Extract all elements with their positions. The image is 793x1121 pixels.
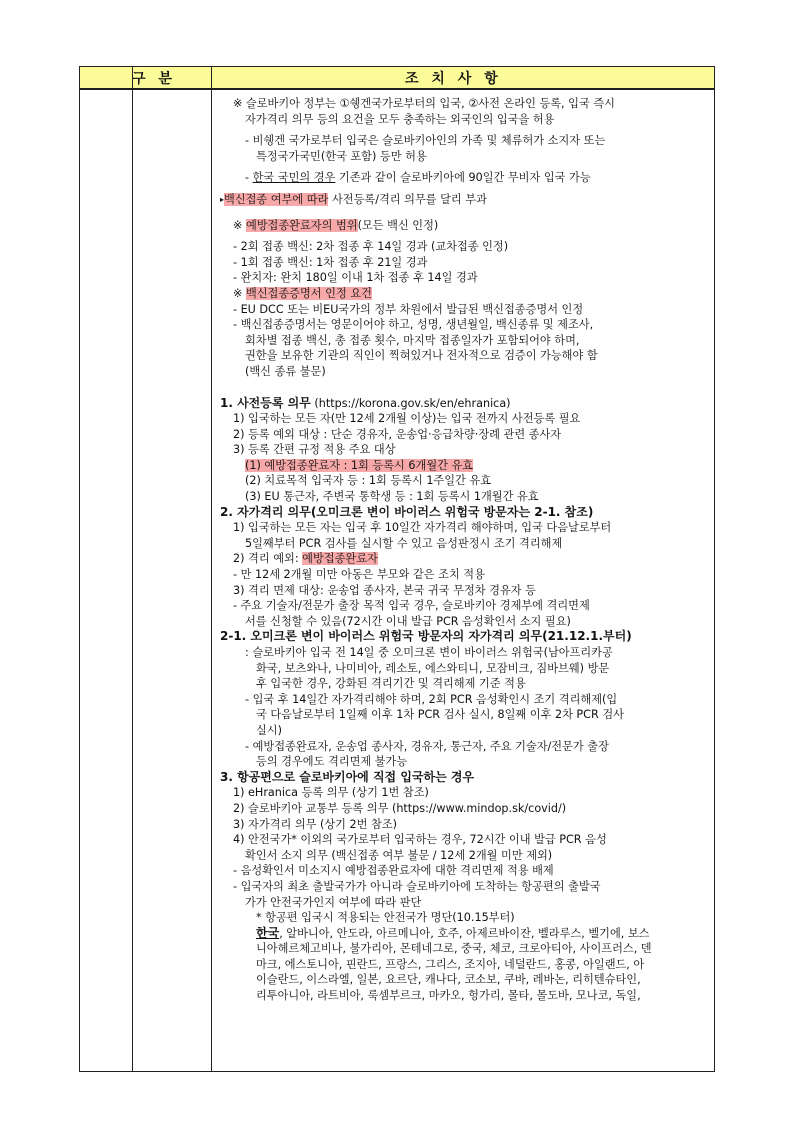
section-3-item: 4) 안전국가* 이외의 국가로부터 입국하는 경우, 72시간 이내 발급 PCR 음성 [233, 833, 607, 847]
vaccinated-scope: ※ 예방접종완료자의 범위(모든 백신 인정) [233, 218, 439, 232]
column-divider-2 [211, 67, 212, 1071]
section-3-title: 3. 항공편으로 슬로바키아에 직접 입국하는 경우 [220, 769, 475, 784]
highlight-six-months: (1) 예방접종완료자 : 1회 등록시 6개월간 유효 [245, 458, 474, 472]
table-header [80, 67, 714, 90]
section-3-item: 3) 자가격리 의무 (상기 2번 참조) [233, 817, 397, 831]
safe-country-list: 리투아니아, 라트비아, 룩셈부르크, 마카오, 헝가리, 몰타, 몰도바, 모나코, 독일, [256, 989, 641, 1003]
section-2-item: 3) 격리 면제 대상: 운송업 종사자, 본국 귀국 무정차 경유자 등 [233, 583, 536, 597]
section-1-subitem: (3) EU 통근자, 주변국 통학생 등 : 1회 등록시 1개월간 유효 [245, 490, 539, 504]
header-measures: 조 치 사 항 [405, 71, 502, 87]
section-1-subitem: (2) 치료목적 입국자 등 : 1회 등록시 1주일간 유효 [245, 474, 492, 488]
section-3-subitem: - 입국자의 최초 출발국가가 아니라 슬로바키아에 도착하는 항공편의 출발국 [233, 879, 601, 893]
highlight-certificate: 백신접종증명서 인정 요건 [245, 286, 372, 300]
scope-item: - 1회 접종 백신: 1차 접종 후 21일 경과 [233, 255, 428, 269]
certificate-item-cont: 회차별 접종 백신, 총 접종 횟수, 마지막 접종일자가 포함되어야 하며, [245, 333, 580, 347]
certificate-item-cont: (백신 종류 불문) [245, 364, 326, 378]
certificate-item: - EU DCC 또는 비EU국가의 정부 차원에서 발급된 백신접종증명서 인정 [233, 302, 584, 316]
column-divider-1 [132, 67, 133, 1071]
section-2-1-item-cont: 후 입국한 경우, 강화된 격리기간 및 격리해제 기준 적용 [256, 677, 526, 691]
section-3-item: 1) eHranica 등록 의무 (상기 1번 참조) [233, 786, 429, 800]
safe-country-list: 이슬란드, 이스라엘, 일본, 요르단, 캐나다, 코소보, 쿠바, 레바논, 리히텐슈타인, [256, 973, 641, 987]
section-2-subitem: - 주요 기술자/전문가 출장 목적 입국 경우, 슬로바키아 경제부에 격리면제 [233, 599, 590, 613]
safe-country-list: 한국, 알바니아, 안도라, 아르메니아, 호주, 아제르바이잔, 벨라루스, 벨기에, 보스 [256, 925, 650, 940]
section-3-subitem-cont: 가가 안전국가인지 여부에 따라 판단 [245, 895, 422, 909]
scope-item: - 완치자: 완치 180일 이내 1차 접종 후 14일 경과 [233, 271, 478, 285]
certificate-requirements: ※ 백신접종증명서 인정 요건 [233, 286, 372, 300]
section-2-1-item-cont: 국 다음날로부터 1일째 이후 1차 PCR 검사 실시, 8일째 이후 2차 PCR 검사 [256, 708, 624, 722]
certificate-item-cont: 권한을 보유한 기관의 직인이 찍혀있거나 전자적으로 검증이 가능해야 함 [245, 349, 598, 363]
entry-notice: ※ 슬로바키아 정부는 ①쉥겐국가로부터의 입국, ②사전 온라인 등록, 입국 즉시 [233, 97, 615, 110]
highlight-scope: 예방접종완료자의 범위 [245, 218, 358, 232]
korea-citizens-underlined: 한국 국민의 경우 [252, 171, 336, 185]
section-3-item-cont: 확인서 소지 의무 (백신접종 여부 불문 / 12세 2개월 미만 제외) [245, 848, 553, 862]
measures-content [220, 96, 708, 1004]
korea-visa-note: - 한국 국민의 경우 기존과 같이 슬로바키아에 90일간 무비자 입국 가능 [245, 171, 591, 185]
section-3-subitem: - 음성확인서 미소지시 예방접종완료자에 대한 격리면제 적용 배제 [233, 864, 554, 878]
section-2-item-cont: 5일째부터 PCR 검사를 실시할 수 있고 음성판정시 조기 격리해제 [245, 536, 563, 550]
header-category: 구 분 [132, 71, 176, 87]
section-2-1-item-cont: 실시) [256, 723, 282, 737]
non-schengen-note: - 비쉥겐 국가로부터 입국은 슬로바키아인의 가족 및 체류허가 소지자 또는 [245, 134, 606, 148]
section-2-1-item: - 예방접종완료자, 운송업 종사자, 경유자, 통근자, 주요 기술자/전문가 출장 [245, 739, 609, 753]
safe-country-note: * 항공편 입국시 적용되는 안전국가 명단(10.15부터) [256, 911, 515, 925]
scope-item: - 2회 접종 백신: 2차 접종 후 14일 경과 (교차접종 인정) [233, 240, 509, 254]
highlight-exempt: 예방접종완료자 [302, 552, 378, 566]
section-1-item: 1) 입국하는 모든 자(만 12세 2개월 이상)는 입국 전까지 사전등록 필요 [233, 412, 581, 426]
section-1-item: 2) 등록 예외 대상 : 단순 경유자, 운송업·응급차량·장례 관련 종사자 [233, 427, 562, 441]
section-3-item: 2) 슬로바키아 교통부 등록 의무 (https://www.mindop.sk/covid/) [233, 801, 567, 815]
section-2-1-title: 2-1. 오미크론 변이 바이러스 위험국 방문자의 자가격리 의무(21.12.1.부터) [220, 629, 632, 644]
triangle-bullet-icon: ▸ [220, 194, 225, 204]
non-schengen-note-cont: 특정국가국민(한국 포함) 등만 허용 [256, 149, 427, 163]
section-2-subitem-cont: 서를 신청할 수 있음(72시간 이내 발급 PCR 음성확인서 소지 필요) [245, 614, 571, 628]
safe-country-list: 니아헤르체고비나, 불가리아, 몬테네그로, 중국, 체코, 크로아티아, 사이프러스, 덴 [256, 942, 652, 956]
certificate-item: - 백신접종증명서는 영문이어야 하고, 성명, 생년월일, 백신종류 및 제조사, [233, 318, 594, 332]
measures-table [79, 66, 715, 1072]
section-1-title: 1. 사전등록 의무 (https://korona.gov.sk/en/ehranica) [220, 395, 511, 410]
section-2-subitem: - 만 12세 2개월 미만 아동은 부모와 같은 조치 적용 [233, 568, 485, 582]
korea-bold: 한국 [256, 925, 280, 940]
section-2-1-item: - 입국 후 14일간 자가격리해야 하며, 2회 PCR 음성확인시 조기 격리해제(입 [245, 692, 618, 706]
section-2-1-item: : 슬로바키아 입국 전 14일 중 오미크론 변이 바이러스 위험국(남아프리카공 [245, 646, 613, 659]
section-2-title: 2. 자가격리 의무(오미크론 변이 바이러스 위험국 방문자는 2-1. 참조) [220, 504, 594, 519]
safe-country-list: 마크, 에스토니아, 핀란드, 프랑스, 그리스, 조지아, 네덜란드, 홍콩, 아일랜드, 아 [256, 957, 645, 971]
section-2-1-item-cont: 화국, 보츠와나, 나미비아, 레소토, 에스와티니, 모잠비크, 짐바브웨) 방문 [256, 661, 610, 675]
section-2-item: 1) 입국하는 모든 자는 입국 후 10일간 자가격리 해야하며, 입국 다음날로부터 [233, 521, 612, 535]
section-1-item: 3) 등록 간편 규정 적용 주요 대상 [233, 443, 396, 457]
section-1-subitem [220, 458, 708, 474]
entry-notice-cont: 자가격리 의무 등의 요건을 모두 충족하는 외국인의 입국을 허용 [245, 112, 555, 126]
vaccination-rule: ▸백신접종 여부에 따라 사전등록/격리 의무를 달리 부과 [220, 192, 487, 206]
section-2-item: 2) 격리 예외: 예방접종완료자 [233, 552, 378, 566]
highlight-vaccination: 백신접종 여부에 따라 [224, 192, 329, 206]
section-2-1-item-cont: 등의 경우에도 격리면제 불가능 [256, 755, 408, 769]
